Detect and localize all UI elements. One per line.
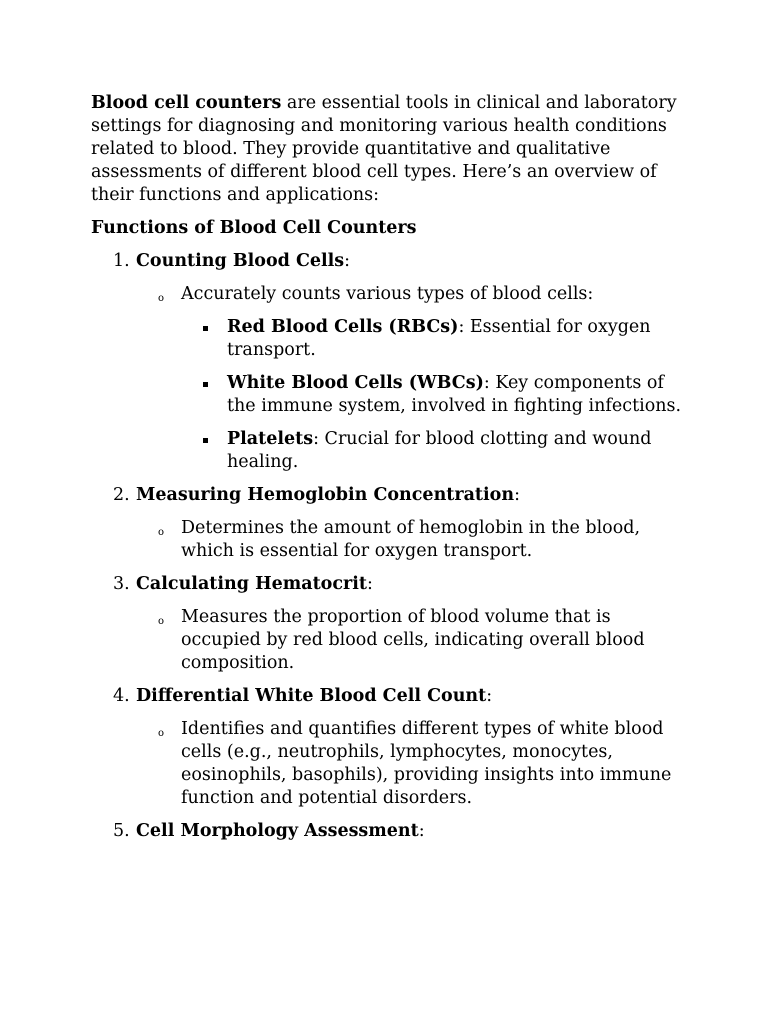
- square-bullet-icon: [203, 438, 208, 443]
- circle-bullet-icon: o: [158, 527, 165, 538]
- sub-list: [136, 606, 691, 675]
- item-number: 1.: [113, 251, 130, 271]
- item-number: 3.: [113, 574, 130, 594]
- sub-item: [136, 517, 691, 563]
- cell-types-list: [181, 316, 691, 474]
- sub-item-text: Accurately counts various types of blood cells:: [181, 284, 594, 304]
- section-heading: Functions of Blood Cell Counters: [91, 218, 417, 238]
- item-title: Cell Morphology Assessment: [136, 821, 419, 841]
- item-colon: :: [366, 574, 373, 594]
- cell-type-item: [181, 316, 691, 362]
- circle-bullet-icon: o: [158, 616, 165, 627]
- sub-list: [136, 517, 691, 563]
- list-item: [91, 484, 691, 563]
- cell-type-title: Platelets: [227, 429, 314, 449]
- list-item: [91, 573, 691, 675]
- item-colon: :: [418, 821, 425, 841]
- cell-type-title: White Blood Cells (WBCs): [227, 373, 484, 393]
- item-colon: :: [344, 251, 351, 271]
- item-number: 2.: [113, 485, 130, 505]
- cell-type-title: Red Blood Cells (RBCs): [227, 317, 459, 337]
- sub-item-text: Measures the proportion of blood volume that is occupied by red blood cells, indicating overall blood composition.: [181, 607, 645, 673]
- sub-item: [136, 718, 691, 810]
- list-item: [91, 820, 691, 843]
- circle-bullet-icon: o: [158, 728, 165, 739]
- sub-list: [136, 283, 691, 474]
- intro-text: are essential tools in clinical and laboratory settings for diagnosing and monitoring various health conditions related to blood. They provide quantitative and qualitative assessments of different blood cell types. Here’s an overview of their functions and applications:: [91, 93, 677, 205]
- circle-bullet-icon: o: [158, 293, 165, 304]
- cell-type-text: : Crucial for blood clotting and wound healing.: [227, 429, 652, 472]
- item-number: 5.: [113, 821, 130, 841]
- cell-type-item: [181, 372, 691, 418]
- document-page: [91, 92, 691, 853]
- square-bullet-icon: [203, 326, 208, 331]
- square-bullet-icon: [203, 382, 208, 387]
- intro-paragraph: [91, 92, 691, 207]
- list-item: [91, 250, 691, 474]
- sub-item: [136, 606, 691, 675]
- item-colon: :: [486, 686, 493, 706]
- sub-item-text: Identifies and quantifies different types of white blood cells (e.g., neutrophils, lymphocytes, monocytes, eosinophils, basophils), providing insights into immune function and potential disorders.: [181, 719, 672, 808]
- cell-type-text: : Key components of the immune system, involved in fighting infections.: [227, 373, 682, 416]
- sub-item: [136, 283, 691, 474]
- item-title: Measuring Hemoglobin Concentration: [136, 485, 515, 505]
- item-title: Counting Blood Cells: [136, 251, 345, 271]
- item-colon: :: [514, 485, 520, 505]
- cell-type-text: : Essential for oxygen transport.: [227, 317, 651, 360]
- intro-lead: Blood cell counters: [91, 93, 282, 113]
- cell-type-item: [181, 428, 691, 474]
- list-item: [91, 685, 691, 810]
- functions-list: [91, 250, 691, 843]
- sub-item-text: Determines the amount of hemoglobin in the blood, which is essential for oxygen transport.: [181, 518, 641, 561]
- item-number: 4.: [113, 686, 130, 706]
- sub-list: [136, 718, 691, 810]
- item-title: Differential White Blood Cell Count: [136, 686, 487, 706]
- item-title: Calculating Hematocrit: [136, 574, 367, 594]
